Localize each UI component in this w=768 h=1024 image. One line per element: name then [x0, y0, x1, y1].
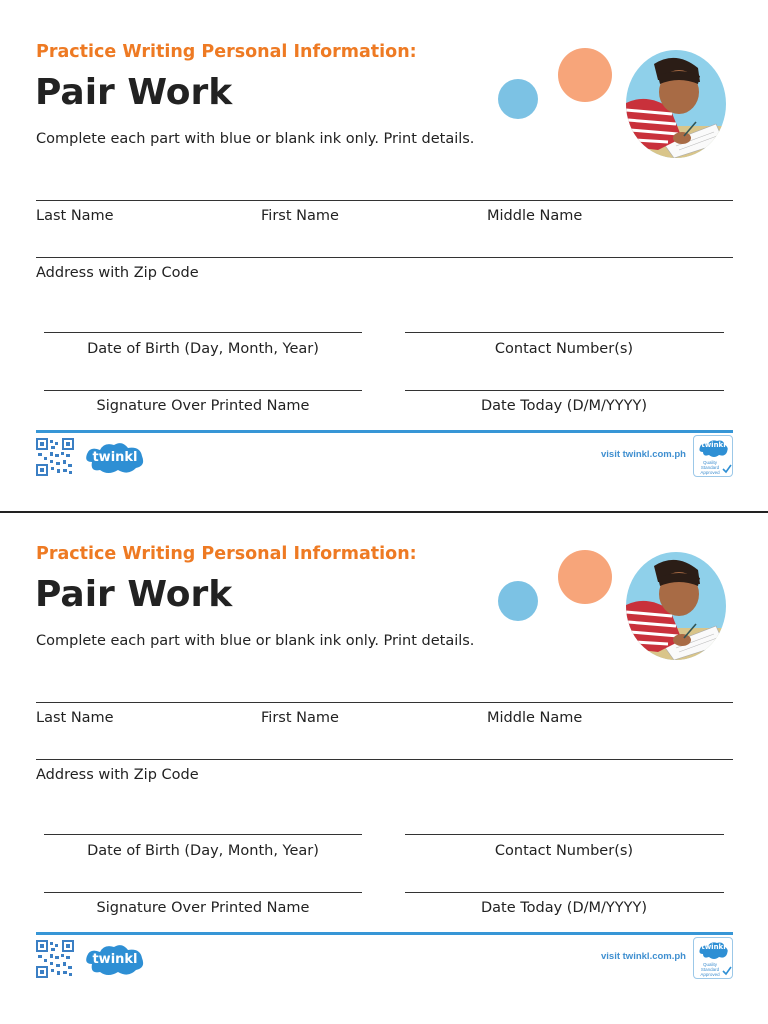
address-label: Address with Zip Code: [36, 767, 199, 783]
signature-line: [44, 390, 362, 391]
form-title: Pair Work: [35, 72, 233, 113]
qr-code-icon[interactable]: [36, 940, 74, 978]
date-today-line: [405, 892, 724, 893]
signature-label: Signature Over Printed Name: [96, 398, 310, 414]
name-line: [36, 702, 733, 703]
contact-label: Contact Number(s): [494, 843, 634, 859]
last-name-label: Last Name: [36, 710, 114, 726]
name-line: [36, 200, 733, 201]
contact-line: [405, 834, 724, 835]
form-subtitle: Practice Writing Personal Information:: [36, 544, 417, 564]
decorative-blue-dot: [498, 79, 538, 119]
middle-name-label: Middle Name: [487, 208, 583, 224]
qr-code-icon[interactable]: [36, 438, 74, 476]
check-icon: [722, 464, 732, 474]
date-today-line: [405, 390, 724, 391]
address-label: Address with Zip Code: [36, 265, 199, 281]
date-today-label: Date Today (D/M/YYYY): [481, 900, 647, 916]
form-sheet-2: [0, 502, 768, 1014]
visit-link[interactable]: visit twinkl.com.ph: [601, 449, 686, 460]
address-line: [36, 257, 733, 258]
address-line: [36, 759, 733, 760]
dob-line: [44, 332, 362, 333]
quality-standard-badge-icon: [693, 937, 733, 979]
twinkl-logo[interactable]: [84, 440, 146, 476]
badge-logo-text: twinkl: [701, 441, 726, 449]
decorative-orange-dot: [558, 550, 612, 604]
check-icon: [722, 966, 732, 976]
twinkl-logo[interactable]: [84, 942, 146, 978]
first-name-label: First Name: [261, 710, 339, 726]
twinkl-logo-text: twinkl: [92, 450, 138, 465]
middle-name-label: Middle Name: [487, 710, 583, 726]
dob-line: [44, 834, 362, 835]
decorative-orange-dot: [558, 48, 612, 102]
quality-standard-badge-icon: [693, 435, 733, 477]
form-subtitle: Practice Writing Personal Information:: [36, 42, 417, 62]
date-today-label: Date Today (D/M/YYYY): [481, 398, 647, 414]
form-instructions: Complete each part with blue or blank ink only. Print details.: [36, 131, 475, 147]
decorative-blue-dot: [498, 581, 538, 621]
contact-line: [405, 332, 724, 333]
badge-logo-text: twinkl: [701, 943, 726, 951]
twinkl-logo-text: twinkl: [92, 952, 138, 967]
dob-label: Date of Birth (Day, Month, Year): [87, 843, 319, 859]
dob-label: Date of Birth (Day, Month, Year): [87, 341, 319, 357]
signature-label: Signature Over Printed Name: [96, 900, 310, 916]
badge-caption: Quality Standard Approved: [700, 460, 720, 475]
signature-line: [44, 892, 362, 893]
visit-link[interactable]: visit twinkl.com.ph: [601, 951, 686, 962]
badge-caption: Quality Standard Approved: [700, 962, 720, 977]
first-name-label: First Name: [261, 208, 339, 224]
form-instructions: Complete each part with blue or blank ink only. Print details.: [36, 633, 475, 649]
footer-divider: [36, 932, 733, 935]
form-title: Pair Work: [35, 574, 233, 615]
writing-student-illustration: [624, 46, 728, 158]
last-name-label: Last Name: [36, 208, 114, 224]
writing-student-illustration: [624, 548, 728, 660]
contact-label: Contact Number(s): [494, 341, 634, 357]
footer-divider: [36, 430, 733, 433]
